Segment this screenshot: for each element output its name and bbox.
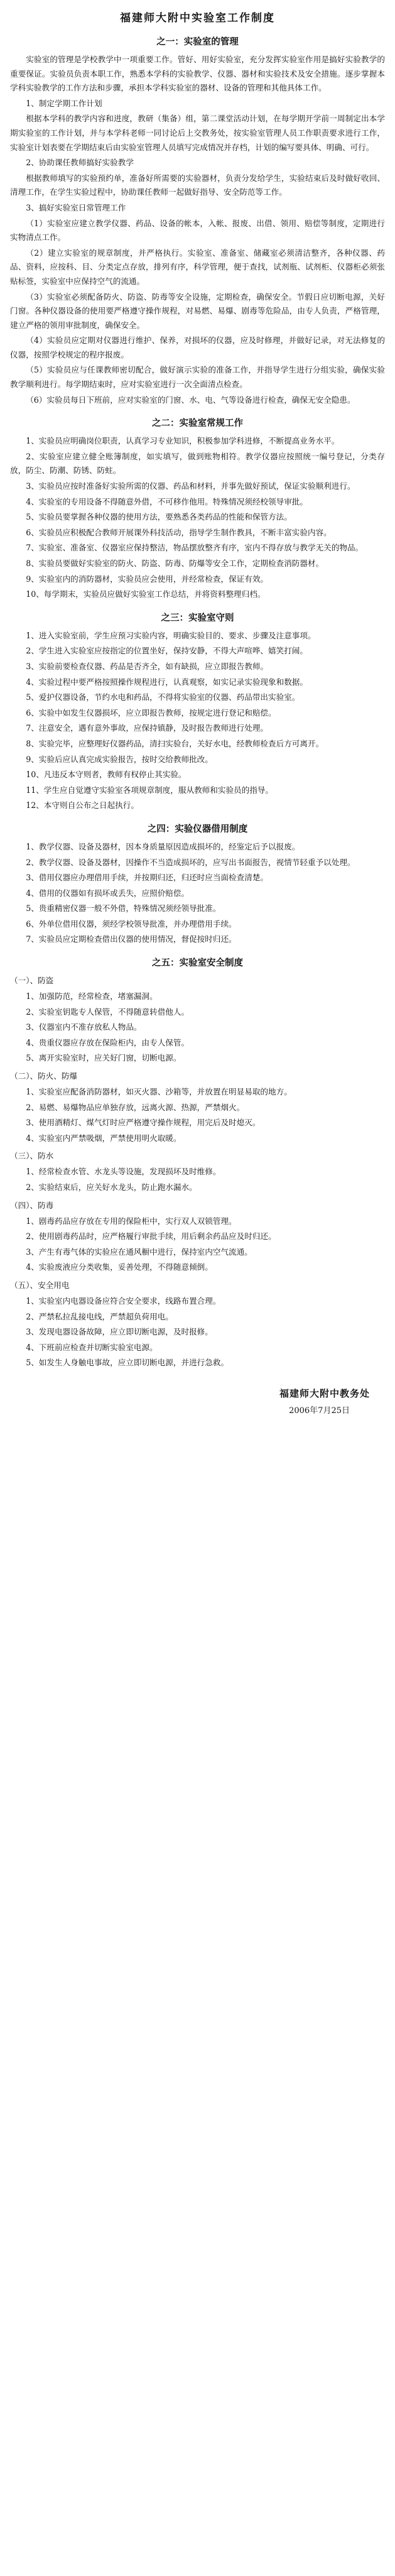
paragraph: 2、教学仪器、设备及器材，因操作不当造成损坏的，应写出书面报告，视情节轻重予以处理。	[26, 857, 355, 867]
paragraph: 11、学生应自觉遵守实验室各项规章制度，服从教师和实验员的指导。	[26, 785, 274, 795]
section-heading: 之一：实验室的管理	[156, 36, 239, 47]
document-title: 福建师大附中实验室工作制度	[120, 12, 275, 25]
section-heading: 之二：实验室常规工作	[152, 418, 243, 429]
paragraph: 6、外单位借用仪器，须经学校领导批准，并办理借用手续。	[26, 919, 237, 929]
document-body	[10, 35, 385, 1370]
paragraph: 3、产生有毒气体的实验应在通风橱中进行，保持室内空气流通。	[26, 1247, 252, 1257]
sub-heading: （二）、防火、防爆	[10, 1071, 78, 1081]
paragraph: 3、使用酒精灯、煤气灯时应严格遵守操作规程，用完后及时熄灭。	[26, 1118, 261, 1128]
paragraph: 4、实验过程中要严格按照操作规程进行，认真观察，如实记录实验现象和数据。	[26, 677, 308, 687]
paragraph: 4、借用的仪器如有损坏或丢失，应照价赔偿。	[26, 888, 190, 898]
paragraph: 8、实验员要做好实验室的防火、防盗、防毒、防爆等安全工作，定期检查消防器材。	[26, 559, 324, 568]
paragraph: 1、经常检查水管、水龙头等设施，发现损坏及时维修。	[26, 1167, 221, 1177]
paragraph: 5、离开实验室时，应关好门窗，切断电源。	[26, 1053, 181, 1063]
paragraph: 根据教师填写的实验预约单，准备好所需要的实验器材，负责分发给学生，实验结束后及时做好收回、清理工作，在学生实验过程中，协助课任教师一起做好指导、安全防范等工作。	[10, 173, 385, 197]
paragraph: 4、实验废液应分类收集，妥善处理，不得随意倾倒。	[26, 1262, 213, 1272]
document-date: 2006年7月25日	[289, 1405, 350, 1416]
paragraph: 2、严禁私拉乱接电线，严禁超负荷用电。	[26, 1311, 173, 1321]
paragraph: 3、仪器室内不准存放私人物品。	[26, 1022, 142, 1032]
paragraph: 4、下班前应检查并切断实验室电源。	[26, 1342, 158, 1352]
paragraph: 10、凡违反本守则者，教师有权停止其实验。	[26, 770, 187, 780]
paragraph: （1）实验室应建立教学仪器、药品、设备的帐本，入帐、报废、出借、领用、赔偿等制度，定期进行实物清点工作。	[10, 218, 385, 243]
paragraph: 3、实验前要检查仪器、药品是否齐全，如有缺损，应立即报告教师。	[26, 661, 269, 671]
paragraph: 5、如发生人身触电事故，应立即切断电源，并进行急救。	[26, 1358, 229, 1368]
paragraph: 1、实验员应明确岗位职责，认真学习专业知识，积极参加学科进修，不断提高业务水平。	[26, 436, 340, 446]
paragraph: 5、实验员要掌握各种仪器的使用方法，要熟悉各类药品的性能和保管方法。	[26, 512, 292, 522]
paragraph: 9、实验室内的消防器材，实验员应会使用，并经常检查，保证有效。	[26, 574, 269, 584]
paragraph: 7、注意安全，遇有意外事故，应保持镇静，及时报告教师进行处理。	[26, 723, 269, 733]
paragraph: 1、教学仪器、设备及器材，因本身质量原因造成损坏的，经鉴定后予以报废。	[26, 841, 300, 851]
paragraph: 4、实验室内严禁吸烟，严禁使用明火取暖。	[26, 1133, 181, 1143]
paragraph: （5）实验员应与任课教师密切配合，做好演示实验的准备工作，并指导学生进行分组实验，确保实验教学顺利进行。每学期结束时，应对实验室进行一次全面清点检查。	[10, 365, 385, 390]
paragraph: 3、发现电器设备故障，应立即切断电源，及时报修。	[26, 1327, 213, 1337]
paragraph: 2、使用剧毒药品时，应严格履行审批手续，用后剩余药品应及时归还。	[26, 1231, 276, 1242]
section-heading: 之五：实验室安全制度	[152, 958, 243, 969]
paragraph: 9、实验后应认真完成实验报告，按时交给教师批改。	[26, 754, 213, 764]
section-heading: 之四：实验仪器借用制度	[147, 823, 248, 834]
paragraph: 1、实验室应配备消防器材，如灭火器、沙箱等，并放置在明显易取的地方。	[26, 1087, 292, 1097]
section-heading: 之三：实验室守则	[161, 612, 234, 623]
paragraph: 2、实验室应建立健全账簿制度，如实填写，做到账物相符。教学仪器应按照统一编号登记，分类存放，防尘、防潮、防锈、防蛀。	[10, 451, 385, 476]
paragraph: 2、学生进入实验室应按指定的位置坐好，保持安静，不得大声喧哗、嬉笑打闹。	[26, 646, 308, 656]
paragraph: 根据本学科的教学内容和进度，教研（集备）组，第二课堂活动计划，在每学期开学前一周制定出本学期实验室的工作计划，并与本学科老师一同讨论后上交教务处，按实验室管理人员工作职责要求进行工作，实验室计划表要在学期结束后由实验室管理人员填写完成情况并存档，计划的编写要具体、明确、可行。	[10, 114, 385, 152]
paragraph: 5、爱护仪器设备，节约水电和药品，不得将实验室的仪器、药品带出实验室。	[26, 692, 300, 702]
paragraph: 3、实验员应按时准备好实验所需的仪器、药品和材料，并事先做好预试，保证实验顺利进行。	[26, 481, 355, 491]
paragraph: 6、实验中如发生仪器损坏，应立即报告教师，按规定进行登记和赔偿。	[26, 707, 276, 718]
sub-heading: （四）、防毒	[10, 1200, 54, 1210]
paragraph: 4、实验室的专用设备不得随意外借，不可移作他用。特殊情况须经校领导审批。	[26, 496, 308, 506]
sub-heading: （三）、防水	[10, 1151, 54, 1161]
paragraph: （4）实验员应定期对仪器进行维护、保养，对损坏的仪器，应及时修理，并做好记录，对无法修复的仪器，按照学校规定的程序报废。	[10, 336, 385, 359]
paragraph: 2、易燃、易爆物品应单独存放，远离火源、热源，严禁烟火。	[26, 1102, 245, 1112]
paragraph: 3、借用仪器应办理借用手续，并按期归还，归还时应当面检查清楚。	[26, 873, 269, 883]
paragraph: 2、协助课任教师搞好实验教学	[26, 158, 134, 168]
paragraph: 7、实验室、准备室、仪器室应保持整洁，物品摆放整齐有序，室内不得存放与教学无关的物品。	[26, 543, 364, 553]
paragraph: （2）建立实验室的规章制度，并严格执行。实验室、准备室、储藏室必须清洁整齐，各种仪器、药品、资料，应按科、目、分类定点存放，排列有序，科学管理，便于查找，试剂瓶、试剂柜、仪器柜必须张贴标签，实验室中应保持空气的流通。	[10, 248, 385, 286]
paragraph: 8、实验完毕，应整理好仪器药品，清扫实验台，关好水电，经教师检查后方可离开。	[26, 738, 324, 748]
paragraph: 2、实验结束后，应关好水龙头，防止跑水漏水。	[26, 1182, 197, 1192]
paragraph: 2、实验室钥匙专人保管，不得随意转借他人。	[26, 1007, 190, 1017]
paragraph: 7、实验员应定期检查借出仪器的使用情况，督促按时归还。	[26, 934, 237, 944]
paragraph: 1、进入实验室前，学生应预习实验内容，明确实验目的、要求、步骤及注意事项。	[26, 630, 316, 640]
sub-heading: （五）、安全用电	[10, 1280, 70, 1290]
paragraph: （6）实验员每日下班前，应对实验室的门窗、水、电、气等设备进行检查，确保无安全隐患。	[26, 395, 355, 405]
paragraph: 6、实验员应积极配合教师开展课外科技活动，指导学生制作教具，不断丰富实验内容。	[26, 527, 332, 537]
paragraph: 5、贵重精密仪器一般不外借，特殊情况须经领导批准。	[26, 903, 221, 914]
paragraph: 10、每学期末，实验员应做好实验室工作总结，并将资料整理归档。	[26, 589, 266, 599]
paragraph: 4、贵重仪器应存放在保险柜内，由专人保管。	[26, 1037, 190, 1047]
sub-heading: （一）、防盗	[10, 976, 54, 986]
paragraph: 实验室的管理是学校教学中一项重要工作。管好、用好实验室，充分发挥实验室作用是搞好实验教学的重要保证。实验员负责本职工作，熟悉本学科的实验教学、仪器、器材和实验技术及安全措施。逐步掌握本学科实验教学的工作方法和步骤，承担本学科实验室的器材、设备的管理和其他具体工作。	[10, 55, 385, 93]
paragraph: （3）实验室必须配备防火、防盗、防毒等安全设施，定期检查，确保安全。节假日应切断电源，关好门窗。各种仪器设备的使用要严格遵守操作规程，对易燃、易爆、剧毒等危险品，由专人负责，严格管理，建立严格的领用审批制度，确保安全。	[10, 292, 385, 330]
paragraph: 1、剧毒药品应存放在专用的保险柜中，实行双人双锁管理。	[26, 1216, 237, 1226]
signature: 福建师大附中教务处	[279, 1387, 370, 1399]
paragraph: 1、实验室内电器设备应符合安全要求，线路布置合理。	[26, 1296, 221, 1306]
paragraph: 12、本守则自公布之日起执行。	[26, 800, 139, 810]
paragraph: 3、搞好实验室日常管理工作	[26, 202, 126, 212]
paragraph: 1、加强防范，经常检查，堵塞漏洞。	[26, 991, 158, 1001]
paragraph: 1、制定学期工作计划	[26, 98, 102, 108]
